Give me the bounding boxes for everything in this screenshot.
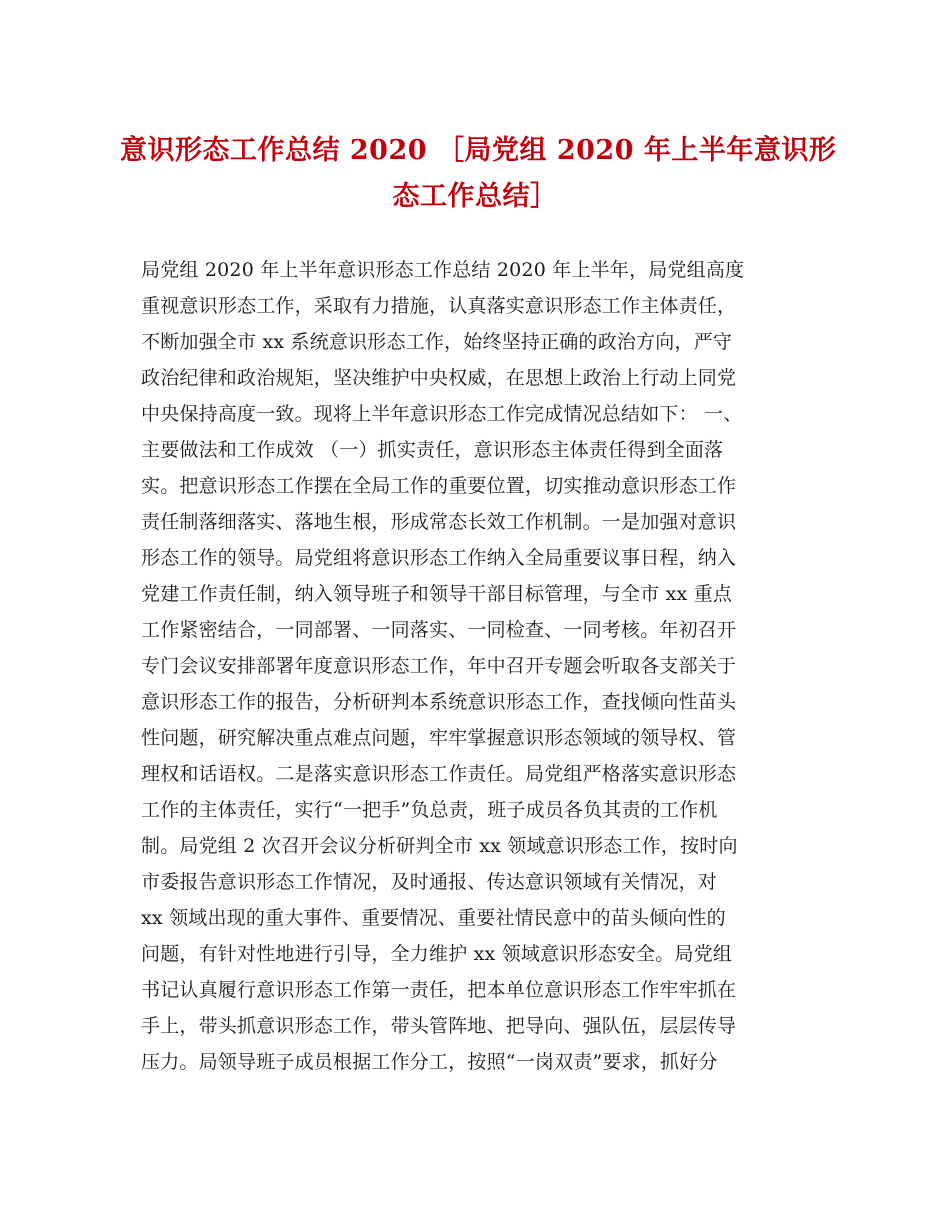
title-line-1: 意识形态工作总结 2020 ［局党组 2020 年上半年意识形 [120, 135, 837, 166]
body-line: 理权和话语权。二是落实意识形态工作责任。局党组严格落实意识形态 [141, 763, 737, 785]
body-line: 形态工作的领导。局党组将意识形态工作纳入全局重要议事日程，纳入 [141, 547, 737, 569]
body-line: 党建工作责任制，纳入领导班子和领导干部目标管理，与全市 xx 重点 [141, 583, 733, 605]
body-line: 实。把意识形态工作摆在全局工作的重要位置，切实推动意识形态工作 [141, 475, 737, 497]
body-line: 工作的主体责任，实行“一把手”负总责，班子成员各负其责的工作机 [141, 799, 718, 821]
body-line: 意识形态工作的报告，分析研判本系统意识形态工作，查找倾向性苗头 [141, 691, 737, 713]
body-line: 手上，带头抓意识形态工作，带头管阵地、把导向、强队伍，层层传导 [141, 1015, 737, 1037]
body-line: 制。局党组 2 次召开会议分析研判全市 xx 领域意识形态工作，按时向 [141, 835, 738, 857]
document-title [120, 128, 837, 220]
body-line: 市委报告意识形态工作情况，及时通报、传达意识领域有关情况，对 [141, 871, 718, 893]
body-line: 专门会议安排部署年度意识形态工作，年中召开专题会听取各支部关于 [141, 655, 737, 677]
body-line: 局党组 2020 年上半年意识形态工作总结 2020 年上半年，局党组高度 [141, 259, 745, 281]
body-line: 责任制落细落实、落地生根，形成常态长效工作机制。一是加强对意识 [141, 511, 737, 533]
body-line: 主要做法和工作成效 （一）抓实责任，意识形态主体责任得到全面落 [141, 439, 724, 461]
body-line: 问题，有针对性地进行引导，全力维护 xx 领域意识形态安全。局党组 [141, 943, 733, 965]
body-line: 不断加强全市 xx 系统意识形态工作，始终坚持正确的政治方向，严守 [141, 331, 733, 353]
body-line: 重视意识形态工作，采取有力措施，认真落实意识形态工作主体责任， [141, 295, 737, 317]
body-line: xx 领域出现的重大事件、重要情况、重要社情民意中的苗头倾向性的 [141, 907, 726, 929]
document-body [141, 252, 821, 1080]
body-line: 政治纪律和政治规矩，坚决维护中央权威，在思想上政治上行动上同党 [141, 367, 737, 389]
title-line-2: 态工作总结］ [392, 181, 558, 212]
body-line: 中央保持高度一致。现将上半年意识形态工作完成情况总结如下： 一、 [141, 403, 743, 425]
body-line: 书记认真履行意识形态工作第一责任，把本单位意识形态工作牢牢抓在 [141, 979, 737, 1001]
body-line: 性问题，研究解决重点难点问题，牢牢掌握意识形态领域的领导权、管 [141, 727, 737, 749]
body-line: 工作紧密结合，一同部署、一同落实、一同检查、一同考核。年初召开 [141, 619, 737, 641]
body-line: 压力。局领导班子成员根据工作分工，按照“一岗双责”要求，抓好分 [141, 1051, 718, 1073]
